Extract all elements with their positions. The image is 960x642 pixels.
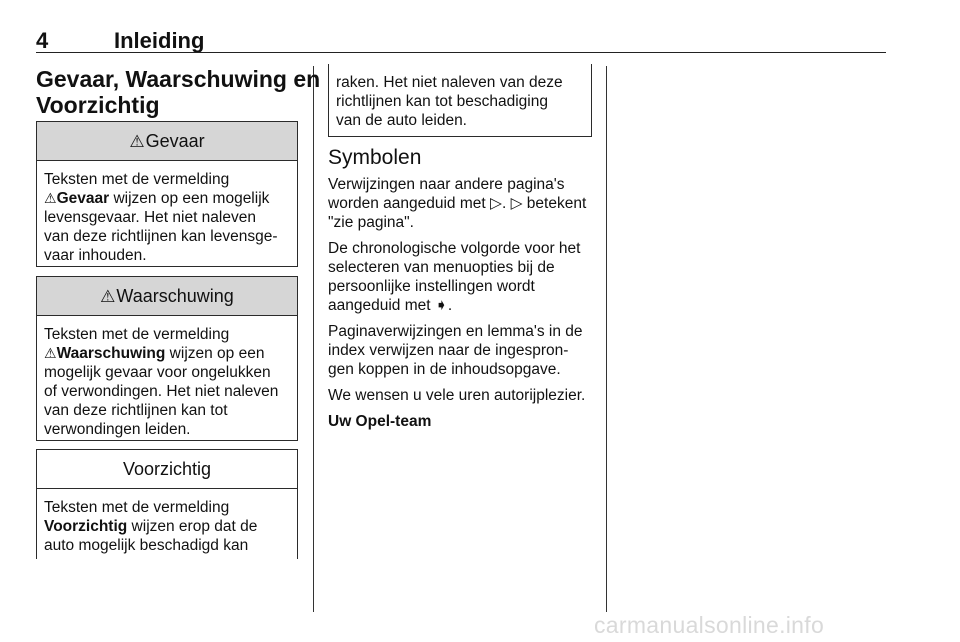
p1-line2a: worden aangeduid met bbox=[328, 195, 491, 212]
voorzichtig-box-continuation bbox=[328, 64, 592, 137]
gevaar-line3: levensgevaar. Het niet naleven bbox=[44, 209, 256, 226]
p3-line2: index verwijzen naar de ingespron- bbox=[328, 342, 569, 359]
continuation-line2: richtlijnen kan tot beschadiging bbox=[336, 93, 548, 110]
warning-triangle-icon: ⚠ bbox=[100, 286, 116, 306]
continuation-line1: raken. Het niet naleven van deze bbox=[336, 74, 563, 91]
p2-line3: persoonlijke instellingen wordt bbox=[328, 278, 535, 295]
waarschuwing-keyword: Waarschuwing bbox=[56, 345, 166, 362]
gevaar-line5: vaar inhouden. bbox=[44, 247, 147, 264]
waarschuwing-line4: of verwondingen. Het niet naleven bbox=[44, 383, 279, 400]
p1-line2c: betekent bbox=[522, 195, 587, 212]
section-title bbox=[36, 66, 320, 118]
waarschuwing-heading: Waarschuwing bbox=[116, 285, 234, 306]
signature: Uw Opel-team bbox=[328, 413, 432, 430]
paragraph-index-references bbox=[328, 322, 596, 379]
page-header bbox=[36, 28, 884, 52]
warning-triangle-icon: ⚠ bbox=[129, 131, 145, 151]
gevaar-box bbox=[36, 121, 298, 267]
waarschuwing-box-header bbox=[37, 277, 297, 316]
page-reference-arrow-icon: ▷ bbox=[510, 195, 523, 212]
voorzichtig-box bbox=[36, 449, 298, 559]
warning-triangle-icon: ⚠ bbox=[44, 345, 57, 361]
p1-line2b: . bbox=[501, 195, 511, 212]
voorzichtig-line3: auto mogelijk beschadigd kan bbox=[44, 537, 249, 554]
p1-line3: "zie pagina". bbox=[328, 214, 414, 231]
warning-triangle-icon: ⚠ bbox=[44, 190, 57, 206]
paragraph-page-references bbox=[328, 175, 596, 232]
section-title-line2: Voorzichtig bbox=[36, 92, 160, 118]
p2-line4a: aangeduid met bbox=[328, 297, 435, 314]
gevaar-line1: Teksten met de vermelding bbox=[44, 171, 230, 188]
continuation-body bbox=[329, 64, 591, 130]
waarschuwing-box-body bbox=[37, 316, 297, 439]
p2-line4b: . bbox=[447, 297, 453, 314]
menu-sequence-arrow-icon: ➧ bbox=[434, 297, 448, 314]
gevaar-box-body bbox=[37, 161, 297, 265]
p3-line1: Paginaverwijzingen en lemma's in de bbox=[328, 323, 583, 340]
symbolen-title: Symbolen bbox=[328, 146, 422, 169]
watermark: carmanualsonline.info bbox=[594, 612, 825, 638]
gevaar-line4: van deze richtlijnen kan levensge- bbox=[44, 228, 278, 245]
symbolen-body bbox=[328, 175, 596, 438]
paragraph-closing: We wensen u vele uren autorijplezier. bbox=[328, 387, 586, 404]
voorzichtig-box-header bbox=[37, 450, 297, 489]
p3-line3: gen koppen in de inhoudsopgave. bbox=[328, 361, 561, 378]
p2-line1: De chronologische volgorde voor het bbox=[328, 240, 581, 257]
gevaar-line2-rest: wijzen op een mogelijk bbox=[109, 190, 270, 207]
gevaar-box-header bbox=[37, 122, 297, 161]
waarschuwing-line1: Teksten met de vermelding bbox=[44, 326, 230, 343]
column-divider-right bbox=[606, 66, 607, 612]
waarschuwing-box bbox=[36, 276, 298, 441]
p1-line1: Verwijzingen naar andere pagina's bbox=[328, 176, 565, 193]
continuation-line3: van de auto leiden. bbox=[336, 112, 467, 129]
page-reference-arrow-icon: ▷ bbox=[490, 195, 502, 212]
p2-line2: selecteren van menuopties bij de bbox=[328, 259, 555, 276]
waarschuwing-line6: verwondingen leiden. bbox=[44, 421, 191, 438]
gevaar-keyword: Gevaar bbox=[56, 190, 110, 207]
waarschuwing-line3: mogelijk gevaar voor ongelukken bbox=[44, 364, 271, 381]
header-rule bbox=[36, 52, 886, 53]
chapter-title: Inleiding bbox=[114, 28, 205, 53]
paragraph-menu-sequence bbox=[328, 239, 596, 315]
gevaar-heading: Gevaar bbox=[145, 130, 205, 151]
voorzichtig-line2-rest: wijzen erop dat de bbox=[127, 518, 258, 535]
page-number: 4 bbox=[36, 28, 49, 53]
voorzichtig-keyword: Voorzichtig bbox=[44, 518, 128, 535]
column-divider-left bbox=[313, 66, 314, 612]
voorzichtig-box-body bbox=[37, 489, 297, 555]
voorzichtig-line1: Teksten met de vermelding bbox=[44, 499, 230, 516]
waarschuwing-line2-rest: wijzen op een bbox=[165, 345, 265, 362]
waarschuwing-line5: van deze richtlijnen kan tot bbox=[44, 402, 228, 419]
voorzichtig-heading: Voorzichtig bbox=[122, 458, 212, 479]
section-title-line1: Gevaar, Waarschuwing en bbox=[36, 66, 321, 92]
